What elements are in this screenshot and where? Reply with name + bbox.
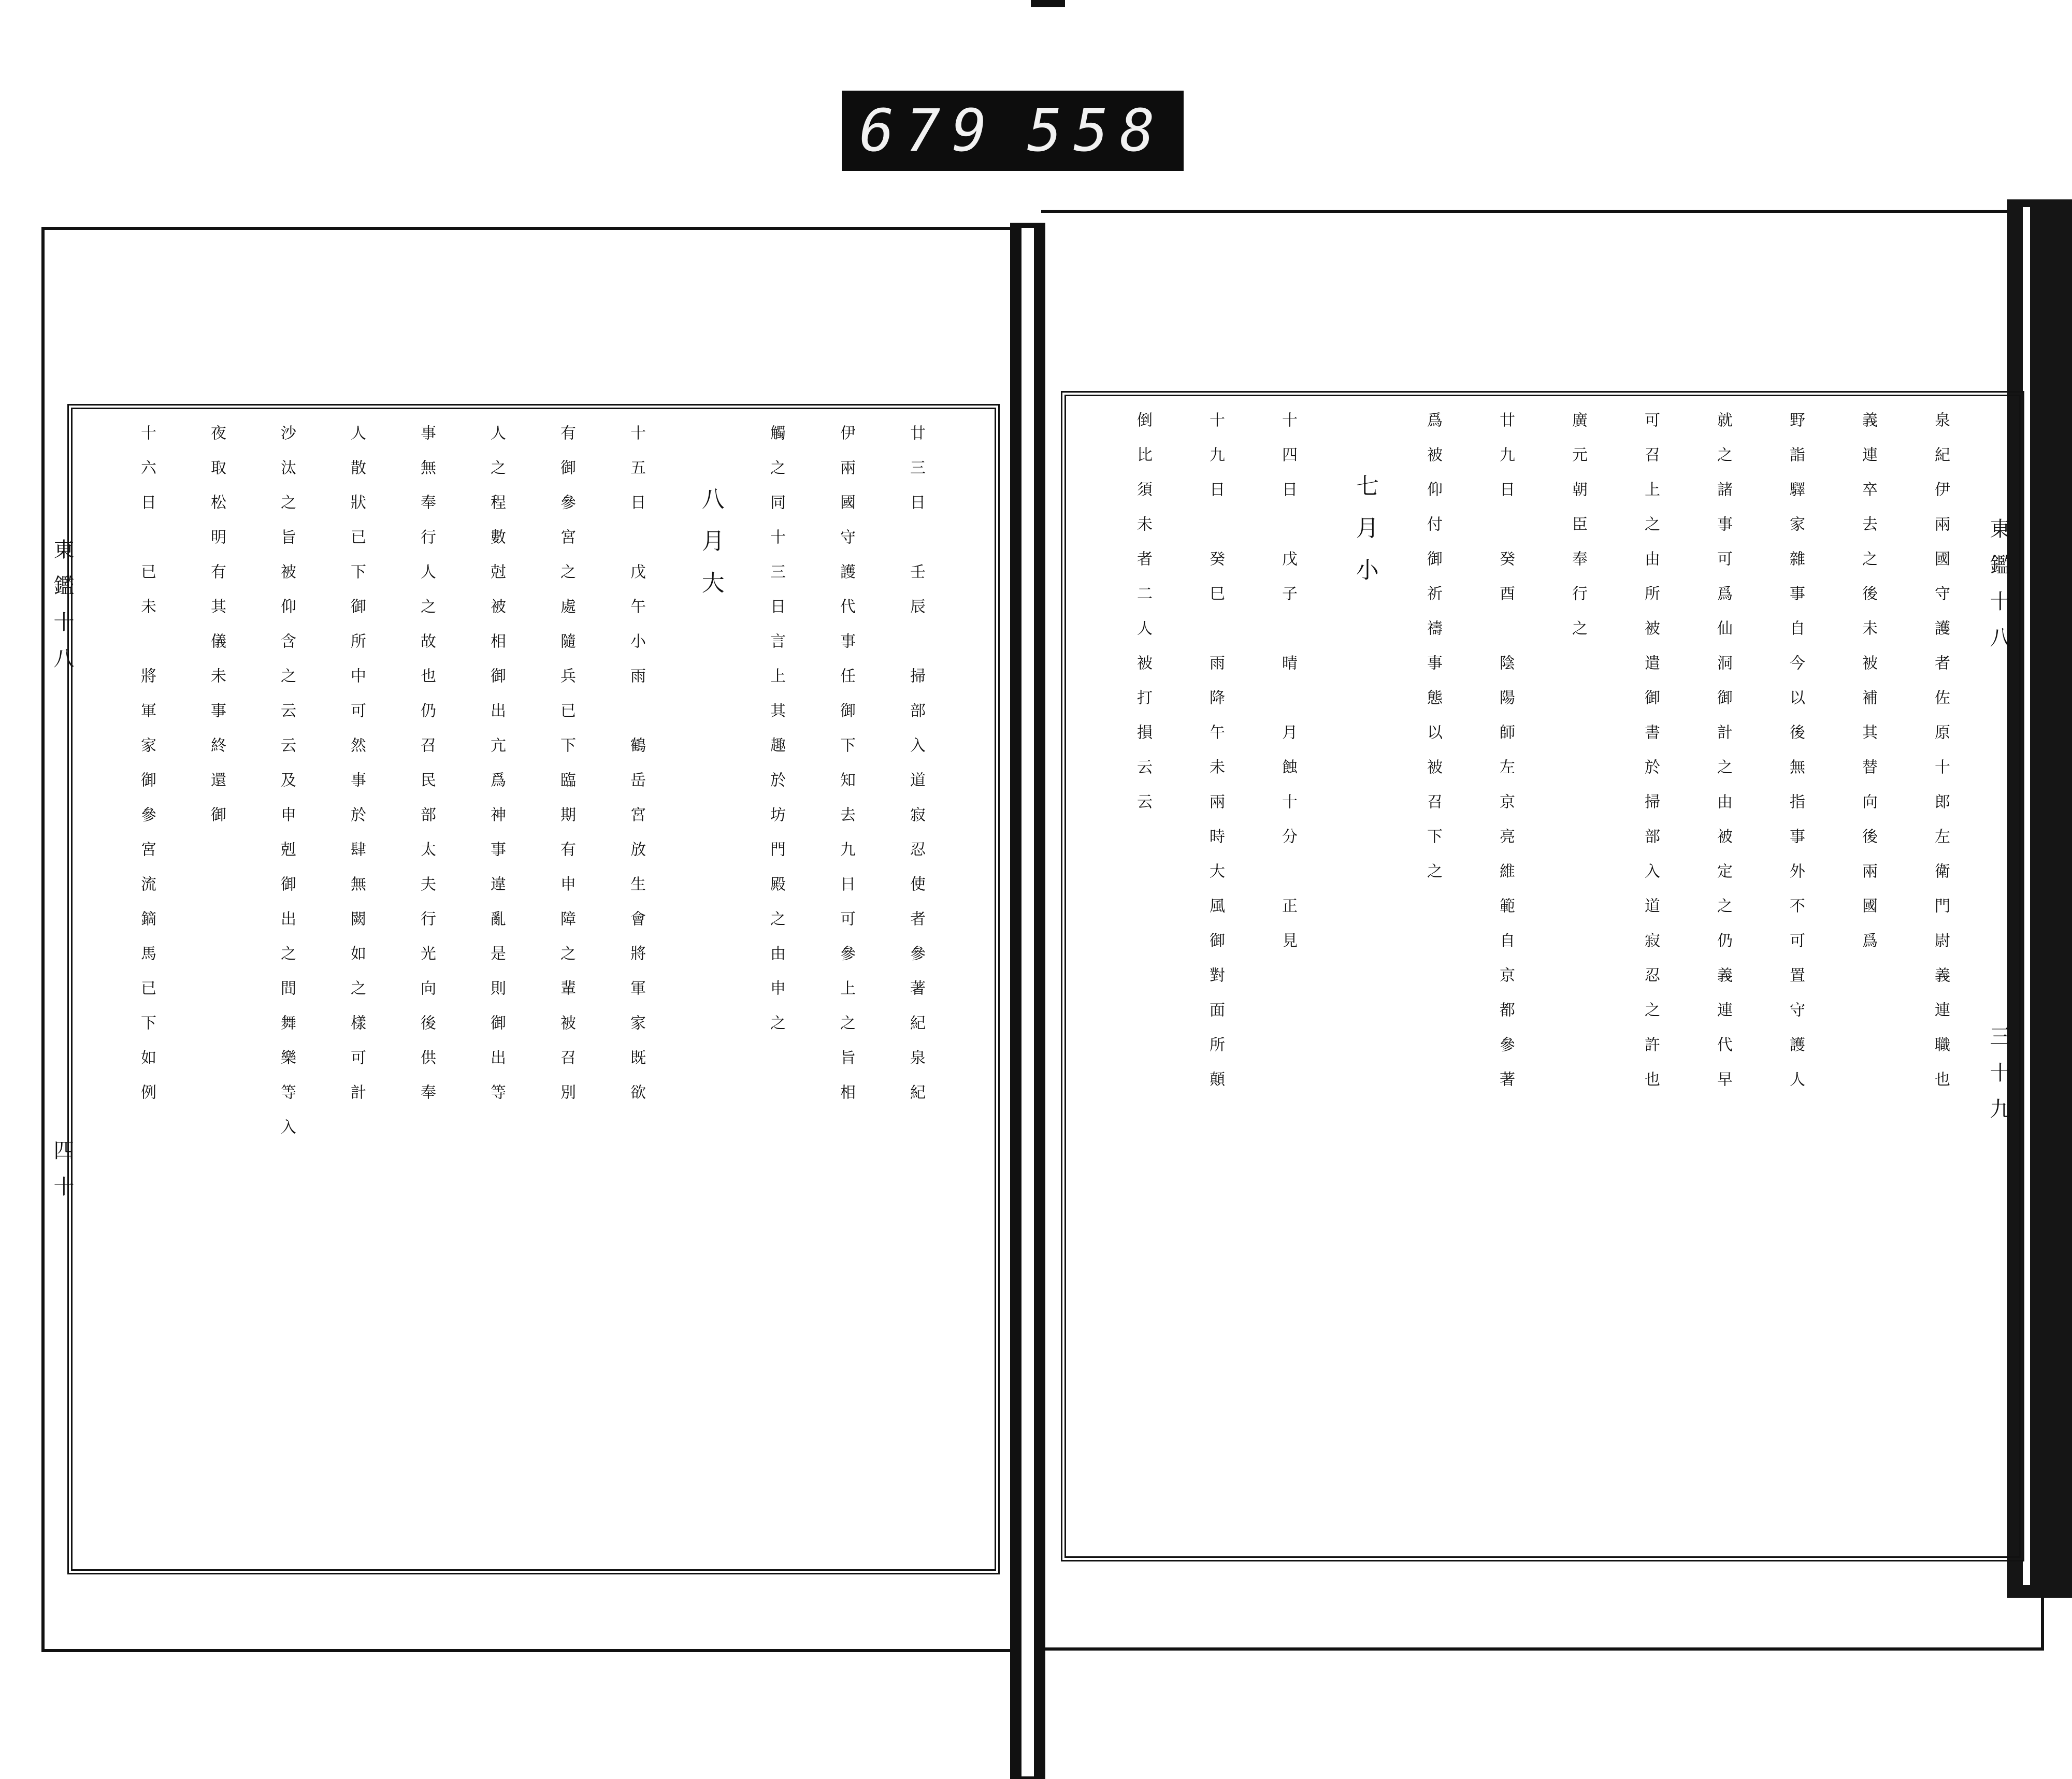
text-column: 爲被仰付御祈禱事態以被召下之 <box>1424 412 1442 898</box>
text-column: 伊兩國守護代事任御下知去九日可參上之旨相 <box>837 425 855 1119</box>
tag-left-number: 679 <box>859 97 998 165</box>
month-heading: 七月小 <box>1351 474 1378 600</box>
text-column: 十六日 已未 將軍家御參宮流鏑馬已下如例 <box>138 425 156 1119</box>
right-margin-title: 東鑑十八 <box>1987 518 2010 663</box>
text-column: 泉紀伊兩國守護者佐原十郎左衛門尉義連職也 <box>1932 412 1950 1106</box>
text-column: 觸之同十三日言上其趣於坊門殿之由申之 <box>767 425 785 1049</box>
archive-number-tag <box>842 91 1184 171</box>
text-column: 人之程數尅被相御出亢爲神事違亂是則御出等 <box>487 425 506 1119</box>
text-column: 有御參宮之處隨兵已下臨期有申障之輩被召別 <box>557 425 575 1119</box>
text-column: 廿三日 壬辰 掃部入道寂忍使者參著紀泉紀 <box>907 425 925 1119</box>
right-margin-page-number: 三十九 <box>1987 1025 2010 1134</box>
text-column: 廿九日 癸酉 陰陽師左京亮維範自京都參著 <box>1497 412 1515 1106</box>
tag-right-number: 558 <box>1027 97 1167 165</box>
text-column: 倒比須未者二人被打損云云 <box>1134 412 1152 828</box>
text-column: 就之諸事可爲仙洞御計之由被定之仍義連代早 <box>1714 412 1732 1106</box>
text-column: 夜取松明有其儀未事終還御 <box>208 425 226 841</box>
text-column: 十五日 戊午小雨 鶴岳宮放生會將軍家既欲 <box>627 425 645 1119</box>
left-margin-title: 東鑑十八 <box>50 539 74 684</box>
text-column: 十四日 戊子 晴 月蝕十分 正見 <box>1279 412 1297 967</box>
text-column: 可召上之由所被遣御書於掃部入道寂忍之許也 <box>1642 412 1660 1106</box>
right-text-frame <box>1061 391 2024 1561</box>
text-column: 沙汰之旨被仰含之云云及申剋御出之間舞樂等入 <box>278 425 296 1153</box>
text-column: 事無奉行人之故也仍召民部太夫行光向後供奉 <box>418 425 436 1119</box>
month-heading: 八月大 <box>697 487 724 613</box>
text-column: 野詣驛家雜事自今以後無指事外不可置守護人 <box>1787 412 1805 1106</box>
text-column: 人散狀已下御所中可然事於肆無闕如之樣可計 <box>348 425 366 1119</box>
top-registration-mark <box>1031 0 1065 7</box>
text-column: 十九日 癸巳 雨降午未兩時大風御對面所顛 <box>1206 412 1225 1106</box>
text-column: 廣元朝臣奉行之 <box>1569 412 1587 655</box>
left-margin-page-number: 四十 <box>50 1139 74 1212</box>
book-gutter-core <box>1021 228 1034 1776</box>
text-column: 義連卒去之後未被補其替向後兩國爲 <box>1859 412 1877 967</box>
left-text-frame <box>67 404 1000 1574</box>
